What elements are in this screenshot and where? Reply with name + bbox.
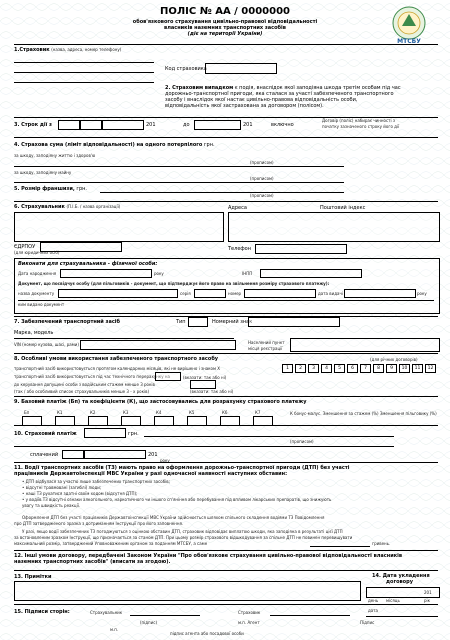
start-month-field[interactable]	[102, 120, 144, 130]
year-label: рік	[424, 598, 431, 603]
logo-text: МТСБУ	[397, 38, 421, 45]
s2-text-2: дорожньо-транспортної пригоди, яка сталася за участі забезпеченого транспортного	[165, 91, 394, 97]
s4-label: 4. Страхова сума (ліміт відповідальності) на одного потерпілого грн.	[14, 142, 215, 148]
s6-postcode: Поштовий індекс	[320, 205, 366, 211]
in-words-hint-3: (прописом)	[250, 193, 274, 198]
s6-phone: Телефон	[228, 246, 252, 252]
s15-label: 15. Підписи сторін:	[14, 609, 70, 615]
mtsbu-logo-icon	[388, 4, 430, 46]
seal-label: м.п. Агент	[238, 620, 260, 625]
s3-to: до	[183, 122, 190, 128]
yes-no-hint: (вказати: так або ні)	[183, 375, 227, 380]
month-checkbox-6[interactable]: 6	[347, 364, 358, 373]
end-year: 201	[243, 122, 253, 128]
s12-line[interactable]	[14, 570, 438, 571]
contract-year: 201	[424, 590, 432, 595]
max-amount-unit: гривень.	[372, 541, 391, 546]
paid-year-label: року	[160, 458, 170, 463]
s4-life: за шкоду, заподіяну життю і здоров'ю	[14, 153, 96, 158]
s11-para-5: максимальний розмір, затверджений Уповноваженим органом за поданням МТСБУ, а саме	[14, 541, 208, 546]
insurer-line-3[interactable]	[14, 82, 154, 83]
payment-amount-field[interactable]	[84, 428, 126, 438]
doc-name-field[interactable]	[58, 289, 178, 298]
end-date-field[interactable]	[194, 120, 241, 130]
paid-day-field[interactable]	[62, 450, 84, 459]
number-label: номер	[228, 291, 242, 296]
s6-edrpou: ЄДРПОУ	[14, 244, 36, 250]
issue-year-label: року	[417, 291, 427, 296]
number-field[interactable]	[244, 289, 316, 298]
s6-edrpou-hint: (для юридичних осіб)	[14, 250, 60, 255]
vin-field[interactable]	[80, 340, 236, 350]
s11-para-4: за встановленим зразком Інструкції, що призначається за станом ДТП. При цьому розмір страхового відшкодування за спільне ДТП не повинен перевищувати	[14, 535, 353, 540]
s5-label: 5. Розмір франшизи, грн.	[14, 186, 88, 192]
s11-item: • у водіїв ТЗ відсутні ознаки алкогольного, наркотичного чи іншого сп'яніння або перебування під впливом лікарських препаратів, що знижують	[22, 497, 332, 502]
month-checkbox-2[interactable]: 2	[295, 364, 306, 373]
s2-text: 2. Страховим випадком є подія, внаслідок якої заподіяна шкода третім особам під час	[165, 85, 401, 91]
insurer-code-label: Код страховика	[165, 66, 207, 72]
plate-label: Номерний знак	[212, 319, 253, 325]
s4-property: за шкоду, заподіяну майну	[14, 170, 72, 175]
s11-label: 11. Водії транспортних засобів (ТЗ) мають право на оформлення дорожньо-транспортної пригоди (ДТП) без участі	[14, 465, 350, 471]
doc-name-label: назва документу	[18, 291, 55, 296]
ipn-field[interactable]	[260, 269, 362, 278]
s8-line-2: транспортний засіб використовується під час технічного перерахунку на	[14, 374, 170, 379]
make-label: Марка, модель	[14, 330, 54, 336]
coef-label-3: К3	[123, 410, 129, 415]
individual-title: Виконати для страхувальника - фізичної особи:	[18, 261, 158, 267]
payment-words-line[interactable]	[144, 436, 394, 437]
s6-address: Адреса	[228, 205, 247, 211]
city-label: Населений пункт	[248, 340, 285, 345]
max-amount-line[interactable]	[310, 546, 370, 547]
young-driver-field[interactable]	[190, 380, 216, 389]
coef-label-5: К5	[189, 410, 195, 415]
signature-hint: (підпис)	[140, 620, 158, 625]
birth-year-label: року	[154, 271, 164, 276]
month-checkbox-3[interactable]: 3	[308, 364, 319, 373]
bonus-malus-label: К бонус-малус. Зменшення за стажем (%) Зменшення пільговику (%)	[290, 411, 437, 416]
s11-item: • наші ТЗ рухатися здатні своїм ходом (відсутня ДТП);	[22, 491, 138, 496]
city-label-2: місця реєстрації	[248, 346, 283, 351]
s8-label: 8. Особливі умови використання забезпеченого транспортного засобу	[14, 356, 219, 362]
start-hour-field[interactable]	[58, 120, 80, 130]
notes-field[interactable]	[14, 581, 361, 601]
phone-field[interactable]	[255, 244, 347, 254]
insured-name-field[interactable]	[14, 212, 224, 242]
in-words-hint: (прописом)	[250, 160, 274, 165]
s1-label: 1.Страховик (назва, адреса, номер телефону)	[14, 47, 122, 53]
s3-note-2: початку зазначеного строку його дії	[322, 124, 400, 129]
plate-field[interactable]	[248, 317, 340, 327]
months-note: (для річних договорів)	[370, 357, 418, 362]
coef-label-7: К7	[255, 410, 261, 415]
property-amount-line[interactable]	[14, 182, 344, 183]
edrpou-field[interactable]	[40, 242, 122, 252]
paid-month-field[interactable]	[84, 450, 146, 459]
insured-sign-line[interactable]	[130, 615, 200, 616]
coef-label-2: К2	[90, 410, 96, 415]
vin-label: VIN (номер кузова, шасі, рами)	[14, 342, 79, 347]
s6-label: 6. Страхувальник (П.І.Б. / назва організації)	[14, 204, 121, 210]
place-label: м.п.	[110, 627, 119, 632]
coef-label-4: К4	[156, 410, 162, 415]
make-line[interactable]	[14, 338, 234, 339]
month-checkbox-4[interactable]: 4	[321, 364, 332, 373]
month-checkbox-11[interactable]: 11	[412, 364, 423, 373]
insured-address-field[interactable]	[228, 212, 440, 242]
sign-date-line[interactable]	[366, 616, 438, 617]
day-label: день	[368, 598, 379, 603]
franchise-line[interactable]	[100, 192, 344, 193]
insurer-line-2[interactable]	[14, 72, 154, 73]
agent-sign-label: Підпис	[360, 620, 375, 625]
paid-label: сплачений	[30, 452, 59, 458]
series-label: серія	[180, 291, 191, 296]
payment-words-line-2[interactable]	[14, 446, 394, 447]
months-text: транспортний засіб використовується протягом календарних місяців, які не вирішено і знаком Х	[14, 366, 221, 371]
agent-hint: підпис агента або посадової особи	[170, 631, 244, 636]
s11-item: • ДТП відбулася за участю лише забезпечених транспортних засобів;	[22, 479, 170, 484]
coef-label-1: К1	[57, 410, 63, 415]
policy-title: ПОЛІС № АА / 0000000	[159, 6, 291, 17]
s13-label: 13. Примітки	[14, 574, 52, 580]
city-field[interactable]	[290, 338, 440, 352]
insurer-code-field[interactable]	[205, 63, 277, 74]
s10-label: 10. Страховий платіж	[14, 431, 77, 437]
policy-subtitle: обов'язкового страхування цивільно-правової відповідальності	[132, 19, 318, 25]
s7-label: 7. Забезпечений транспортний засіб	[14, 319, 120, 325]
vehicle-type-label: Тип	[176, 319, 186, 325]
month-checkbox-8[interactable]: 8	[373, 364, 384, 373]
s2-text-4: відповідальність якої застрахована за договором (полісом).	[165, 103, 324, 109]
s3-note: Договір (поліс) набирає чинності з	[322, 118, 395, 123]
issued-by-label: ким видано документ	[18, 302, 65, 307]
tech-check-field[interactable]	[155, 372, 181, 381]
month-checkbox-7[interactable]: 7	[360, 364, 371, 373]
month-checkbox-9[interactable]: 9	[386, 364, 397, 373]
s11-item: • відсутні травмовані (загиблі) люди;	[22, 485, 102, 490]
insurer-sign-line[interactable]	[270, 615, 350, 616]
life-amount-line[interactable]	[14, 166, 344, 167]
series-field[interactable]	[194, 289, 226, 298]
issue-date-field[interactable]	[344, 289, 416, 298]
paid-year: 201	[148, 452, 158, 458]
payment-unit: грн.	[128, 431, 139, 437]
s12-label: 12. Інші умови договору, передбачені Законом України "Про обов'язкове страхування цивільно-правової відповідальності власників	[14, 553, 402, 559]
s2-text-3: засобу і внаслідок якої настає цивільно-правова відповідальність особи,	[165, 97, 358, 103]
s11-para-2: про ДТП затвердженого зразка з дотриманням Інструкції про його заповнення.	[14, 521, 184, 526]
doc-line: Документ, що посвідчує особу (для пільговиків - документ, що підтверджує його право на звільнення розміру страхового платежу):	[18, 281, 330, 286]
insured-sign-label: Страхувальник	[90, 610, 123, 615]
s11-para-1: Оформлення ДТП без участі працівників Державтоінспекції МВС України здійснюється шляхом спільного складення водіями ТЗ Повідомлення	[22, 515, 325, 520]
s12-label-2: наземних транспортних засобів" (вписати за згодою).	[14, 559, 171, 565]
s11-label-2: працівників Державтоінспекції МВС України у разі одночасної наявності наступних обставин:	[14, 471, 288, 477]
payment-in-words: (прописом)	[290, 439, 314, 444]
s8-note: (вказати: так або ні)	[190, 389, 234, 394]
issued-by-line[interactable]	[18, 300, 434, 301]
s11-item: увагу та швидкість реакції.	[22, 503, 81, 508]
start-year: 201	[146, 122, 156, 128]
month-checkbox-12[interactable]: 12	[425, 364, 436, 373]
issue-date-label: дата видачі	[318, 291, 343, 296]
s3-inclusive: включно	[271, 122, 294, 128]
month-checkbox-1[interactable]: 1	[282, 364, 293, 373]
policy-subtitle-2: власників наземних транспортних засобів	[164, 25, 286, 31]
start-day-field[interactable]	[80, 120, 102, 130]
vehicle-type-field[interactable]	[188, 317, 208, 327]
s9-label: 9. Базовий платіж (Бп) та коефіцієнти (К), що застосовувались для розрахунку страхового платежу	[14, 399, 307, 405]
month-checkbox-10[interactable]: 10	[399, 364, 410, 373]
coef-label-0: Бп	[24, 410, 30, 415]
coef-label-6: К6	[222, 410, 228, 415]
s8-line-3: до керування допущені особи з водійським стажем менше 3 років	[14, 382, 155, 387]
s3-label: 3. Строк дії з	[14, 122, 52, 128]
policy-territory: (діє на території України)	[187, 31, 263, 37]
month-label: місяць	[386, 598, 400, 603]
s14-label: 14. Дата укладення	[372, 573, 430, 579]
s11-para-3: У разі, якщо водії забезпечених ТЗ погоджуються з оцінкою обставин ДТП, страховик відповідає виплатою шкоди, яка заподіяна в результаті цієї ДТП	[22, 529, 343, 534]
date-label: дата	[368, 608, 378, 613]
in-words-hint-2: (прописом)	[250, 176, 274, 181]
insurer-sign-label: Страховик	[238, 610, 261, 615]
birth-date-field[interactable]	[60, 269, 152, 278]
month-checkbox-5[interactable]: 5	[334, 364, 345, 373]
insurer-line-1[interactable]	[14, 62, 154, 63]
ipn-label: ІНПП	[242, 271, 253, 276]
s14-label-2: договору	[386, 579, 413, 585]
birth-label: Дата народження	[18, 271, 57, 276]
s8-line-4: (так / або особливий список страхувальників менше 3 - х років)	[14, 389, 150, 394]
